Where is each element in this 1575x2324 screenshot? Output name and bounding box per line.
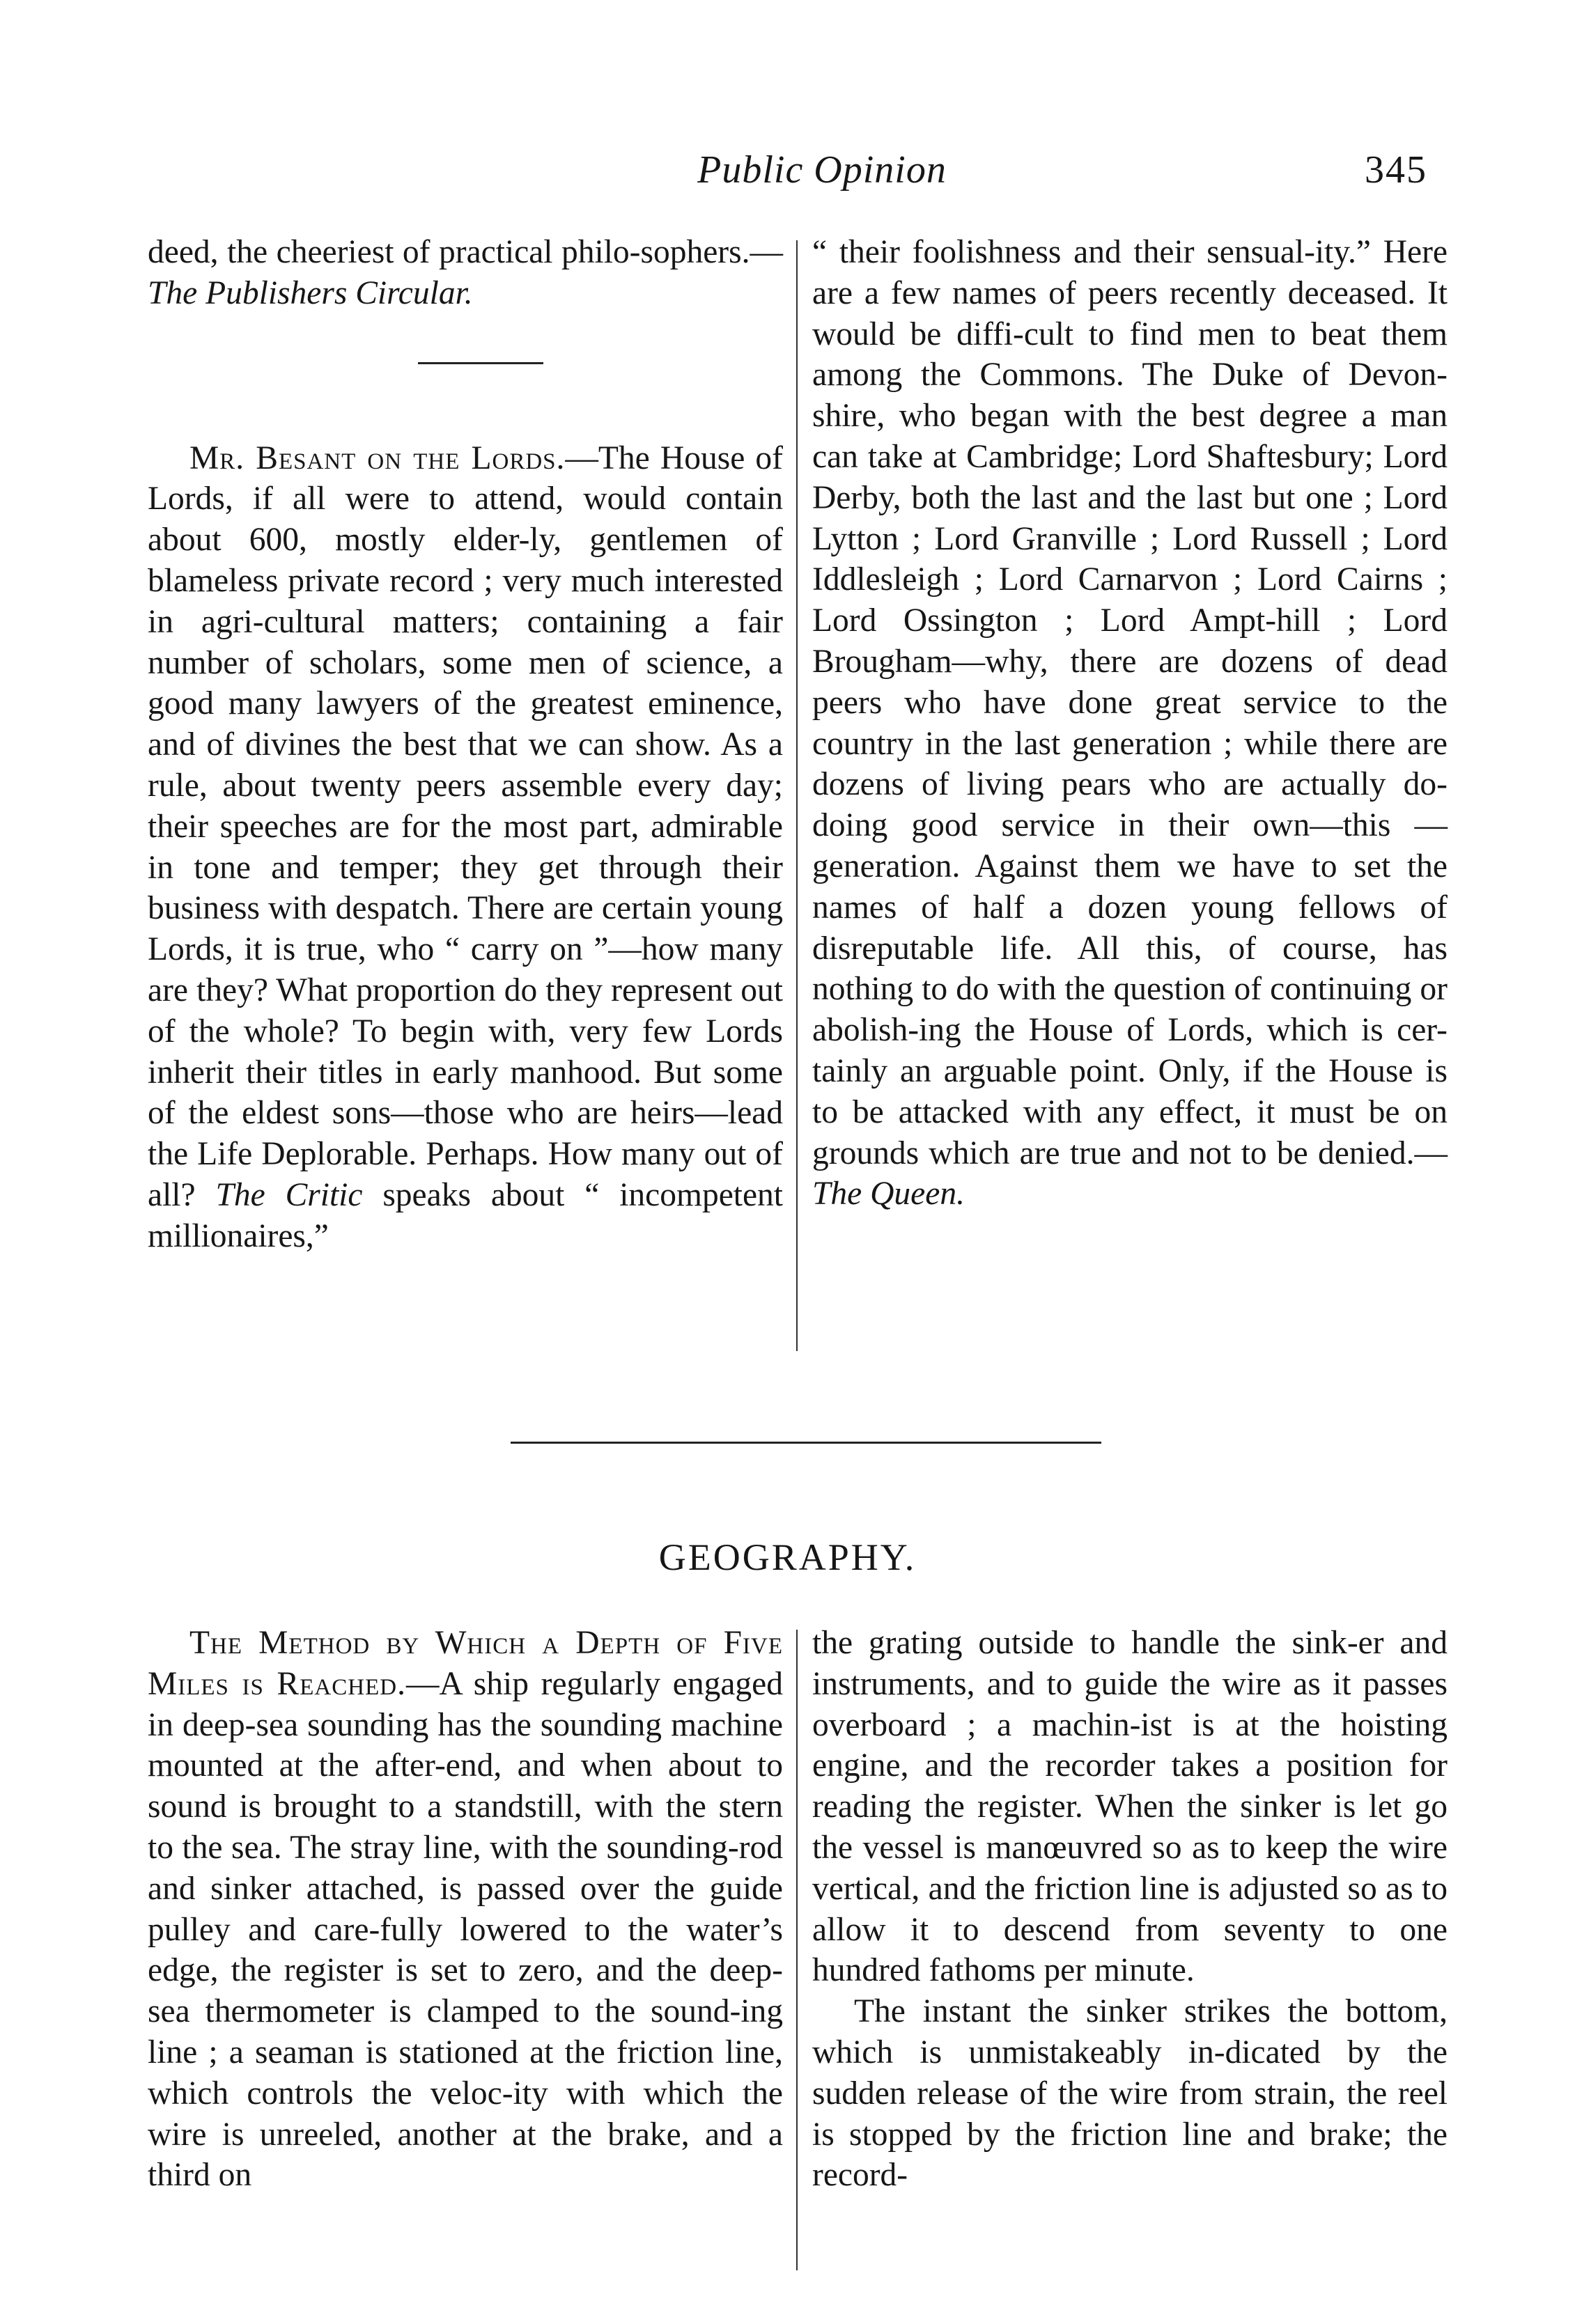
besant-article-critic: The Critic [215, 1176, 363, 1213]
article-separator-rule [418, 362, 543, 364]
continuation-text: deed, the cheeriest of practical philo-sophers.— [148, 234, 783, 270]
continuation-paragraph [148, 232, 783, 314]
besant-article [148, 438, 783, 1257]
besant-article-body-1: —The House of Lords, if all were to attend, would contain about 600, mostly elder-ly, gentlemen of blameless private record ; very much interested in agri-cultural matters; containing a fair number of scholars, some men of science, a good many lawyers of the greatest eminence, and of divines the best that we can show. As a rule, about twenty peers assemble every day; their speeches are for the most part, admirable in tone and temper; they get through their business with despatch. There are certain young Lords, it is true, who “ carry on ”—how many are they? What proportion do they represent out of the whole? To begin with, very few Lords inherit their titles in early manhood. But some of the eldest sons—those who are heirs—lead the Life Deplorable. Perhaps. How many out of all? [148, 439, 783, 1213]
depth-article [148, 1623, 783, 2196]
left-column-top [148, 232, 783, 1257]
left-column-bottom [148, 1623, 783, 2196]
besant-source: The Queen. [812, 1176, 965, 1212]
depth-article-body: —A ship regularly engaged in deep-sea sounding has the sounding machine mounted at the after-end, and when about to sound is brought to a standstill, with the stern to the sea. The stray line, with the sounding-rod and sinker attached, is passed over the guide pulley and care-fully lowered to the water’s edge, the register is set to zero, and the deep-sea thermometer is clamped to the sound-ing line ; a seaman is stationed at the friction line, which controls the veloc-ity with which the wire is unreeled, another at the brake, and a third on [148, 1665, 783, 2194]
besant-continuation-text: “ their foolishness and their sensual-ity.” Here are a few names of peers recently deceased. It would be diffi-cult to find men to beat them among the Commons. The Duke of Devon-shire, who began with the best degree a man can take at Cambridge; Lord Shaftesbury; Lord Derby, both the last and the last but one ; Lord Lytton ; Lord Granville ; Lord Russell ; Lord Iddlesleigh ; Lord Carnarvon ; Lord Cairns ; Lord Ossington ; Lord Ampt-hill ; Lord Brougham—why, there are dozens of dead peers who have done great service to the country in the last generation ; while there are dozens of living pears who are actually do-doing good service in their own—this —generation. Against them we have to set the names of half a dozen young fellows of disreputable life. All this, of course, has nothing to do with the question of continuing or abolish-ing the House of Lords, which is cer-tainly an arguable point. Only, if the House is to be attacked with any effect, it must be on grounds which are true and not to be denied.— [812, 234, 1448, 1171]
besant-article-body-2: speaks about “ incompetent millionaires,” [148, 1176, 784, 1254]
section-rule [511, 1442, 1101, 1444]
depth-article-title: The Method by Which a Depth of Five Miles is Reached. [148, 1625, 783, 1702]
besant-continuation [812, 232, 1448, 1215]
right-column-bottom [812, 1623, 1448, 2196]
running-head [0, 148, 1575, 203]
besant-article-title: Mr. Besant on the Lords. [189, 439, 566, 476]
section-heading: GEOGRAPHY. [658, 1536, 917, 1578]
depth-paragraph-2: The instant the sinker strikes the bottom, which is unmistakeably in-dicated by the sudden release of the wire from strain, the reel is stopped by the friction line and brake; the record- [812, 1993, 1448, 2194]
page-number: 345 [1365, 148, 1427, 192]
right-column-top [812, 232, 1448, 1215]
depth-continuation: the grating outside to handle the sink-er and instruments, and to guide the wire as it passes overboard ; a machin-ist is at the hoisting engine, and the recorder takes a position for reading the register. When the sinker is let go the vessel is manœuvred so as to keep the wire vertical, and the friction line is adjusted so as to allow it to descend from seventy to one hundred fathoms per minute. [812, 1625, 1448, 1989]
column-divider-top [796, 240, 798, 1351]
column-divider-bottom [796, 1630, 798, 2270]
continuation-source: The Publishers Circular. [148, 274, 473, 311]
running-head-title: Public Opinion [697, 148, 947, 192]
